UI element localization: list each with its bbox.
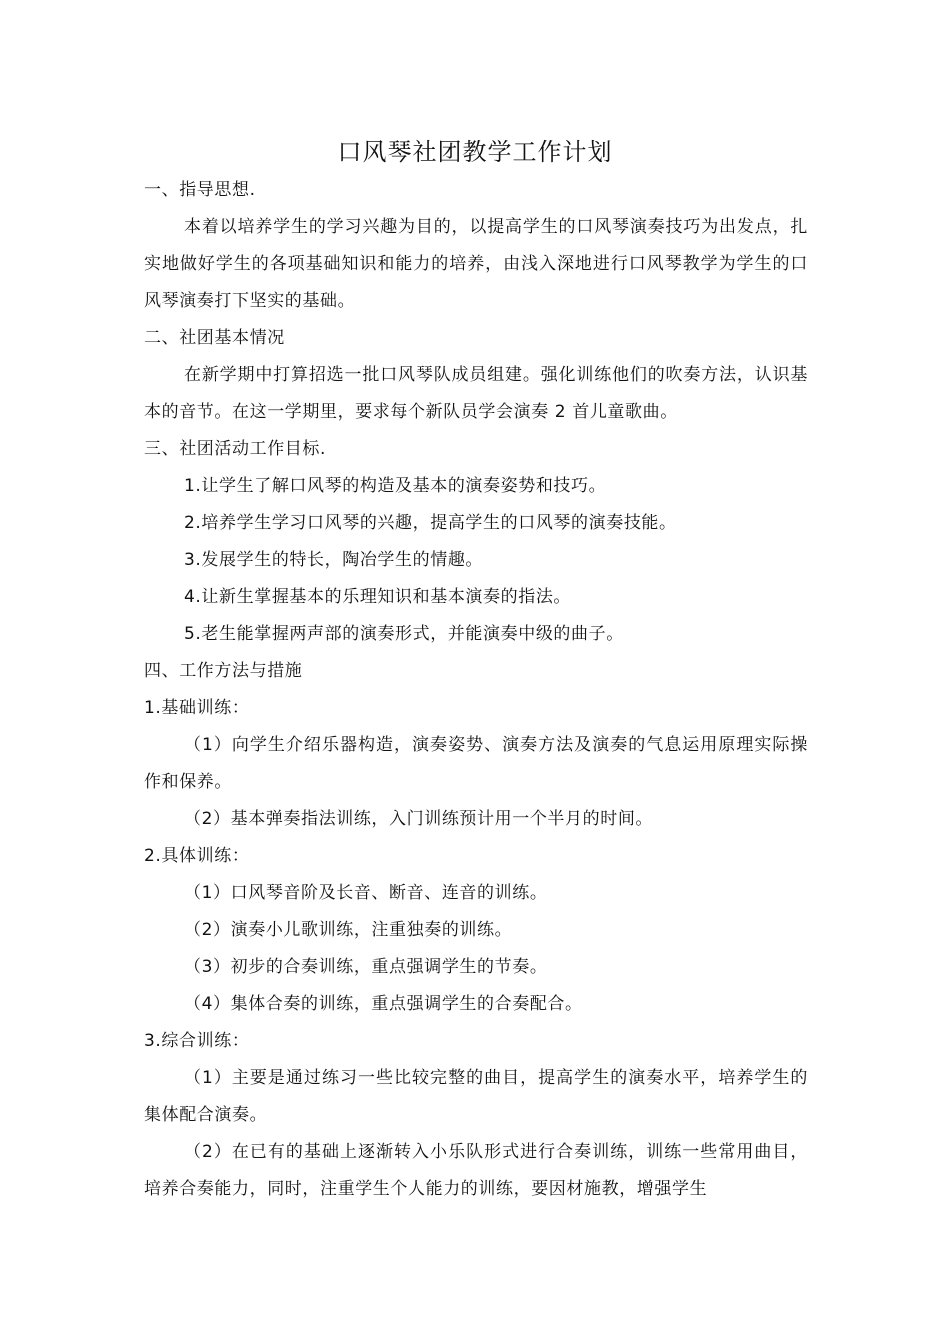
document-body bbox=[144, 172, 808, 1208]
goal-item: 1.让学生了解口风琴的构造及基本的演奏姿势和技巧。 bbox=[184, 476, 607, 496]
training-item: （1）向学生介绍乐器构造，演奏姿势、演奏方法及演奏的气息运用原理实际操作和保养。 bbox=[144, 735, 808, 792]
document-title: 口风琴社团教学工作计划 bbox=[337, 138, 613, 166]
subheading-comprehensive-training: 3.综合训练： bbox=[144, 1031, 250, 1051]
training-item: （2）在已有的基础上逐渐转入小乐队形式进行合奏训练，训练一些常用曲目，培养合奏能力，同时，注重学生个人能力的训练，要因材施教，增强学生 bbox=[144, 1142, 808, 1199]
training-item: （3）初步的合奏训练，重点强调学生的节奏。 bbox=[184, 957, 548, 977]
training-item: （4）集体合奏的训练，重点强调学生的合奏配合。 bbox=[184, 994, 583, 1014]
heading-club-situation: 二、社团基本情况 bbox=[144, 328, 285, 348]
subheading-specific-training: 2.具体训练： bbox=[144, 846, 250, 866]
paragraph-guiding-ideology: 本着以培养学生的学习兴趣为目的，以提高学生的口风琴演奏技巧为出发点，扎实地做好学生的各项基础知识和能力的培养，由浅入深地进行口风琴教学为学生的口风琴演奏打下坚实的基础。 bbox=[144, 217, 808, 311]
training-item: （1）主要是通过练习一些比较完整的曲目，提高学生的演奏水平，培养学生的集体配合演奏。 bbox=[144, 1068, 808, 1125]
goal-item: 3.发展学生的特长，陶冶学生的情趣。 bbox=[184, 550, 484, 570]
heading-work-goals: 三、社团活动工作目标. bbox=[144, 439, 327, 459]
goal-item: 5.老生能掌握两声部的演奏形式，并能演奏中级的曲子。 bbox=[184, 624, 624, 644]
training-item: （2）演奏小儿歌训练，注重独奏的训练。 bbox=[184, 920, 513, 940]
paragraph-club-situation: 在新学期中打算招选一批口风琴队成员组建。强化训练他们的吹奏方法，认识基本的音节。在这一学期里，要求每个新队员学会演奏 2 首儿童歌曲。 bbox=[144, 365, 808, 422]
subheading-basic-training: 1.基础训练： bbox=[144, 698, 250, 718]
training-item: （2）基本弹奏指法训练，入门训练预计用一个半月的时间。 bbox=[184, 809, 654, 829]
training-item: （1）口风琴音阶及长音、断音、连音的训练。 bbox=[184, 883, 548, 903]
goal-item: 2.培养学生学习口风琴的兴趣，提高学生的口风琴的演奏技能。 bbox=[184, 513, 677, 533]
heading-methods: 四、工作方法与措施 bbox=[144, 661, 303, 681]
goal-item: 4.让新生掌握基本的乐理知识和基本演奏的指法。 bbox=[184, 587, 572, 607]
heading-guiding-ideology: 一、指导思想. bbox=[144, 180, 256, 200]
